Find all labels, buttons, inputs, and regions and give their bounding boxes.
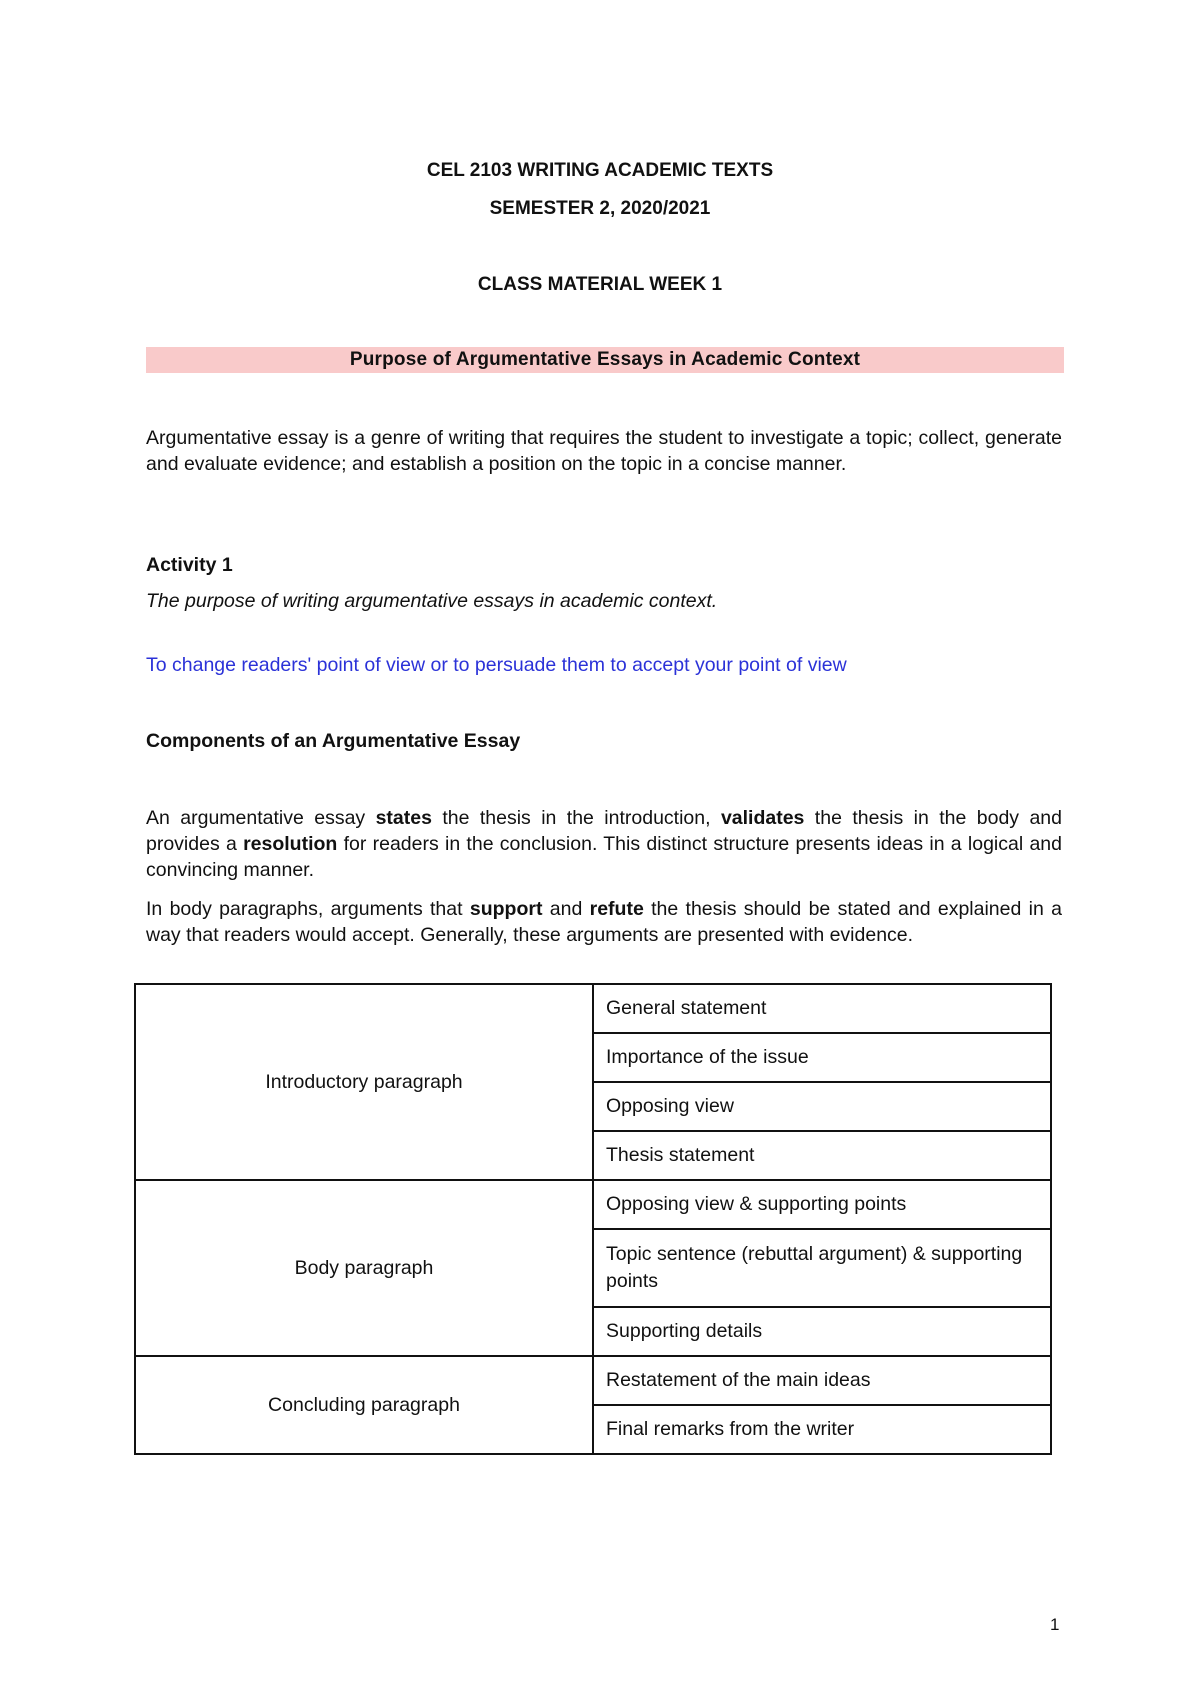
para-text: the thesis in the introduction, <box>431 807 721 829</box>
section-cell: Body paragraph <box>135 1180 593 1356</box>
table-row <box>135 984 1051 1033</box>
component-cell: General statement <box>593 984 1051 1033</box>
para-text: In body paragraphs, arguments that <box>146 898 470 920</box>
component-cell: Importance of the issue <box>593 1033 1051 1082</box>
material-title: CLASS MATERIAL WEEK 1 <box>477 274 723 295</box>
bold-term: states <box>375 807 432 829</box>
components-paragraph-2 <box>146 896 1062 948</box>
semester-line: SEMESTER 2, 2020/2021 <box>489 198 711 219</box>
para-text: and <box>542 898 590 920</box>
component-cell: Restatement of the main ideas <box>593 1356 1051 1405</box>
component-cell: Opposing view & supporting points <box>593 1180 1051 1229</box>
activity-heading: Activity 1 <box>146 554 233 576</box>
intro-paragraph: Argumentative essay is a genre of writing that requires the student to investigate a topic; collect, generate and evaluate evidence; and establish a position on the topic in a concise manner. <box>146 427 1062 475</box>
activity-prompt: The purpose of writing argumentative essays in academic context. <box>146 590 718 612</box>
para-text: the thesis should be stated and explained in a way that readers would accept. Generally, these arguments are presented with evidence. <box>146 898 1062 946</box>
components-paragraph-1 <box>146 805 1062 883</box>
essay-components-table <box>134 983 1052 1455</box>
bold-term: validates <box>720 807 805 829</box>
bold-term: resolution <box>243 833 338 855</box>
bold-term: support <box>469 898 543 920</box>
para-text: An argumentative essay <box>146 807 376 829</box>
para-text: for readers in the conclusion. This distinct structure presents ideas in a logical and convincing manner. <box>146 833 1062 881</box>
course-title: CEL 2103 WRITING ACADEMIC TEXTS <box>426 160 774 181</box>
component-cell: Supporting details <box>593 1307 1051 1356</box>
bold-term: refute <box>589 898 644 920</box>
section-banner: Purpose of Argumentative Essays in Academic Context <box>146 347 1064 373</box>
component-cell: Topic sentence (rebuttal argument) & supporting points <box>593 1229 1051 1307</box>
para-text: the thesis in the body and provides a <box>146 807 1062 855</box>
page-number: 1 <box>1050 1615 1060 1634</box>
section-cell: Concluding paragraph <box>135 1356 593 1454</box>
component-cell: Final remarks from the writer <box>593 1405 1051 1454</box>
section-cell: Introductory paragraph <box>135 984 593 1180</box>
components-heading: Components of an Argumentative Essay <box>146 730 521 752</box>
table-row <box>135 1356 1051 1405</box>
component-cell: Thesis statement <box>593 1131 1051 1180</box>
table-row <box>135 1180 1051 1229</box>
component-cell: Opposing view <box>593 1082 1051 1131</box>
activity-answer: To change readers' point of view or to persuade them to accept your point of view <box>146 654 847 676</box>
